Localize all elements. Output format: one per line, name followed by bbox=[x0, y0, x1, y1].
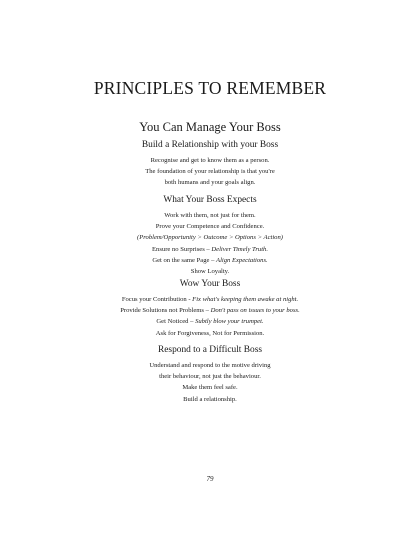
principle-line bbox=[0, 294, 420, 305]
principle-line: Make them feel safe. bbox=[182, 384, 238, 392]
principle-text: Ensure no Surprises – bbox=[152, 245, 212, 253]
section-heading: What Your Boss Expects bbox=[163, 195, 257, 205]
principle-emphasis: Align Expectations. bbox=[216, 256, 268, 264]
section-build-relationship bbox=[0, 139, 420, 189]
section-wow-boss bbox=[0, 278, 420, 339]
principle-line: their behaviour, not just the behaviour. bbox=[159, 373, 261, 381]
principle-text: Provide Solutions not Problems – bbox=[120, 307, 211, 315]
principle-text: Get Noticed – bbox=[156, 318, 196, 326]
page-subtitle: You Can Manage Your Boss bbox=[139, 120, 281, 134]
principle-line: Work with them, not just for them. bbox=[164, 212, 256, 219]
principle-line: Understand and respond to the motive driving bbox=[149, 362, 271, 369]
section-difficult-boss bbox=[0, 344, 420, 405]
principle-emphasis: Don't pass on issues to your boss. bbox=[210, 307, 300, 315]
principle-text: Get on the same Page – bbox=[152, 256, 217, 264]
principle-emphasis: Fix what's keeping them awake at night. bbox=[192, 296, 299, 303]
section-heading: Build a Relationship with your Boss bbox=[141, 140, 279, 150]
principle-line: The foundation of your relationship is that you're bbox=[145, 168, 275, 176]
page-title: PRINCIPLES TO REMEMBER bbox=[93, 78, 327, 98]
principle-line bbox=[0, 316, 420, 327]
principle-line: Recognise and get to know them as a person. bbox=[150, 157, 270, 164]
principle-line bbox=[0, 244, 420, 255]
principle-line: Show Loyalty. bbox=[190, 268, 230, 276]
principle-line: both humans and your goals align. bbox=[164, 179, 256, 187]
principle-formula-line: (Problem/Opportunity > Outcome > Options > Action) bbox=[137, 234, 283, 242]
section-boss-expects bbox=[0, 194, 420, 277]
section-heading: Respond to a Difficult Boss bbox=[158, 345, 262, 355]
page-number: 79 bbox=[206, 475, 214, 483]
principle-line: Build a relationship. bbox=[183, 395, 237, 403]
principle-emphasis: Deliver Timely Truth. bbox=[211, 245, 268, 253]
principle-text: Focus your Contribution - bbox=[121, 296, 193, 303]
principle-line bbox=[0, 255, 420, 266]
principle-emphasis: Subtly blow your trumpet. bbox=[195, 318, 264, 326]
principle-line bbox=[0, 305, 420, 316]
principle-line: Prove your Competence and Confidence. bbox=[155, 223, 265, 231]
section-heading: Wow Your Boss bbox=[179, 279, 241, 289]
principle-line: Ask for Forgiveness, Not for Permission. bbox=[155, 329, 265, 337]
